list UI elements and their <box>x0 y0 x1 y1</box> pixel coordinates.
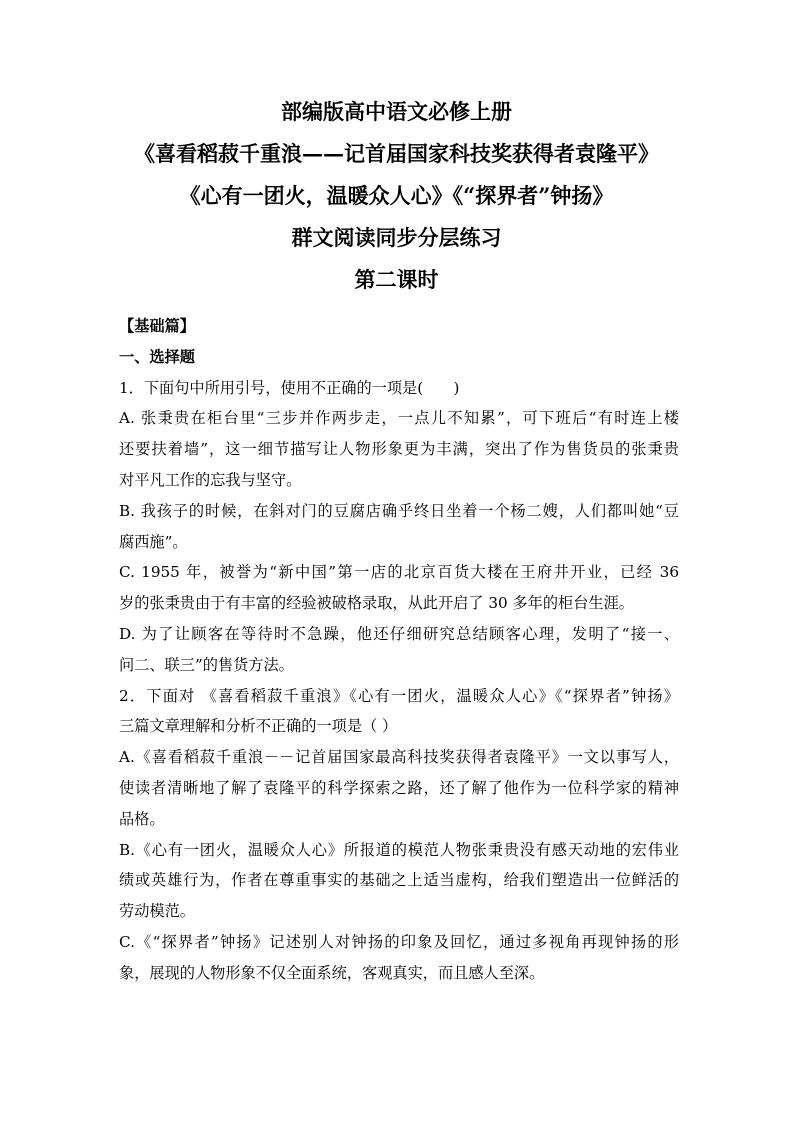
q1-option-a-line-2: 还要扶着墙”，这一细节描写让人物形象更为丰满，突出了作为售货员的张秉贵 <box>119 440 679 459</box>
title-line-4: 群文阅读同步分层练习 <box>291 225 502 250</box>
q2-option-c-line-2: 象，展现的人物形象不仅全面系统，客观真实，而且感人至深。 <box>119 963 545 982</box>
title-line-2: 《喜看稻菽千重浪——记首届国家科技奖获得者袁隆平》 <box>134 141 659 166</box>
q2-option-a-line-2: 使读者清晰地了解了袁隆平的科学探索之路，还了解了他作为一位科学家的精神 <box>119 778 679 797</box>
q2-option-b-line-3: 劳动模范。 <box>119 902 195 921</box>
document-body <box>119 311 679 989</box>
q2-option-c-line-1: C.《“探界者”钟扬》记述别人对钟扬的印象及回忆，通过多视角再现钟扬的形 <box>119 932 679 951</box>
q1-option-d-line-2: 问二、联三”的售货方法。 <box>119 655 294 674</box>
q1-option-d-line-1: D. 为了让顾客在等待时不急躁，他还仔细研究总结顾客心理，发明了“接一、 <box>119 624 679 643</box>
section-heading: 【基础篇】 <box>119 317 195 335</box>
question-2-stem-line-1: 2．下面对 《喜看稻菽千重浪》《心有一团火，温暖众人心》《“探界者”钟扬》 <box>119 686 679 705</box>
q1-option-a-line-3: 对平凡工作的忘我与坚守。 <box>119 470 302 489</box>
q2-option-b-line-1: B.《心有一团火，温暖众人心》所报道的模范人物张秉贵没有感天动地的宏伟业 <box>119 840 679 859</box>
q2-option-b-line-2: 绩或英雄行为，作者在尊重事实的基础之上适当虚构，给我们塑造出一位鲜活的 <box>119 871 679 890</box>
q1-option-b-line-1: B. 我孩子的时候，在斜对门的豆腐店确乎终日坐着一个杨二嫂，人们都叫她“豆 <box>119 501 679 520</box>
q2-option-a-line-3: 品格。 <box>119 809 165 828</box>
subsection-heading: 一、选择题 <box>119 347 195 366</box>
q1-option-a-line-1: A. 张秉贵在柜台里“三步并作两步走，一点儿不知累”，可下班后“有时连上楼 <box>119 409 679 428</box>
q1-option-b-line-2: 腐西施”。 <box>119 532 188 551</box>
title-line-1: 部编版高中语文必修上册 <box>281 99 512 124</box>
q2-option-a-line-1: A.《喜看稻菽千重浪－－记首届国家最高科技奖获得者袁隆平》一文以事写人， <box>119 748 679 767</box>
question-2-stem-line-2: 三篇文章理解和分析不正确的一项是（ ） <box>119 717 398 736</box>
q1-option-c-line-1: C. 1955 年，被誉为“新中国”第一店的北京百货大楼在王府井开业，已经 36 <box>119 563 679 582</box>
title-block <box>0 99 793 312</box>
q1-option-c-line-2: 岁的张秉贵由于有丰富的经验被破格录取，从此开启了 30 多年的柜台生涯。 <box>119 594 634 613</box>
title-line-5: 第二课时 <box>354 267 439 292</box>
question-1-stem: 1．下面句中所用引号，使用不正确的一项是( ) <box>119 378 460 397</box>
title-line-3: 《心有一团火，温暖众人心》《“探界者”钟扬》 <box>179 183 614 208</box>
